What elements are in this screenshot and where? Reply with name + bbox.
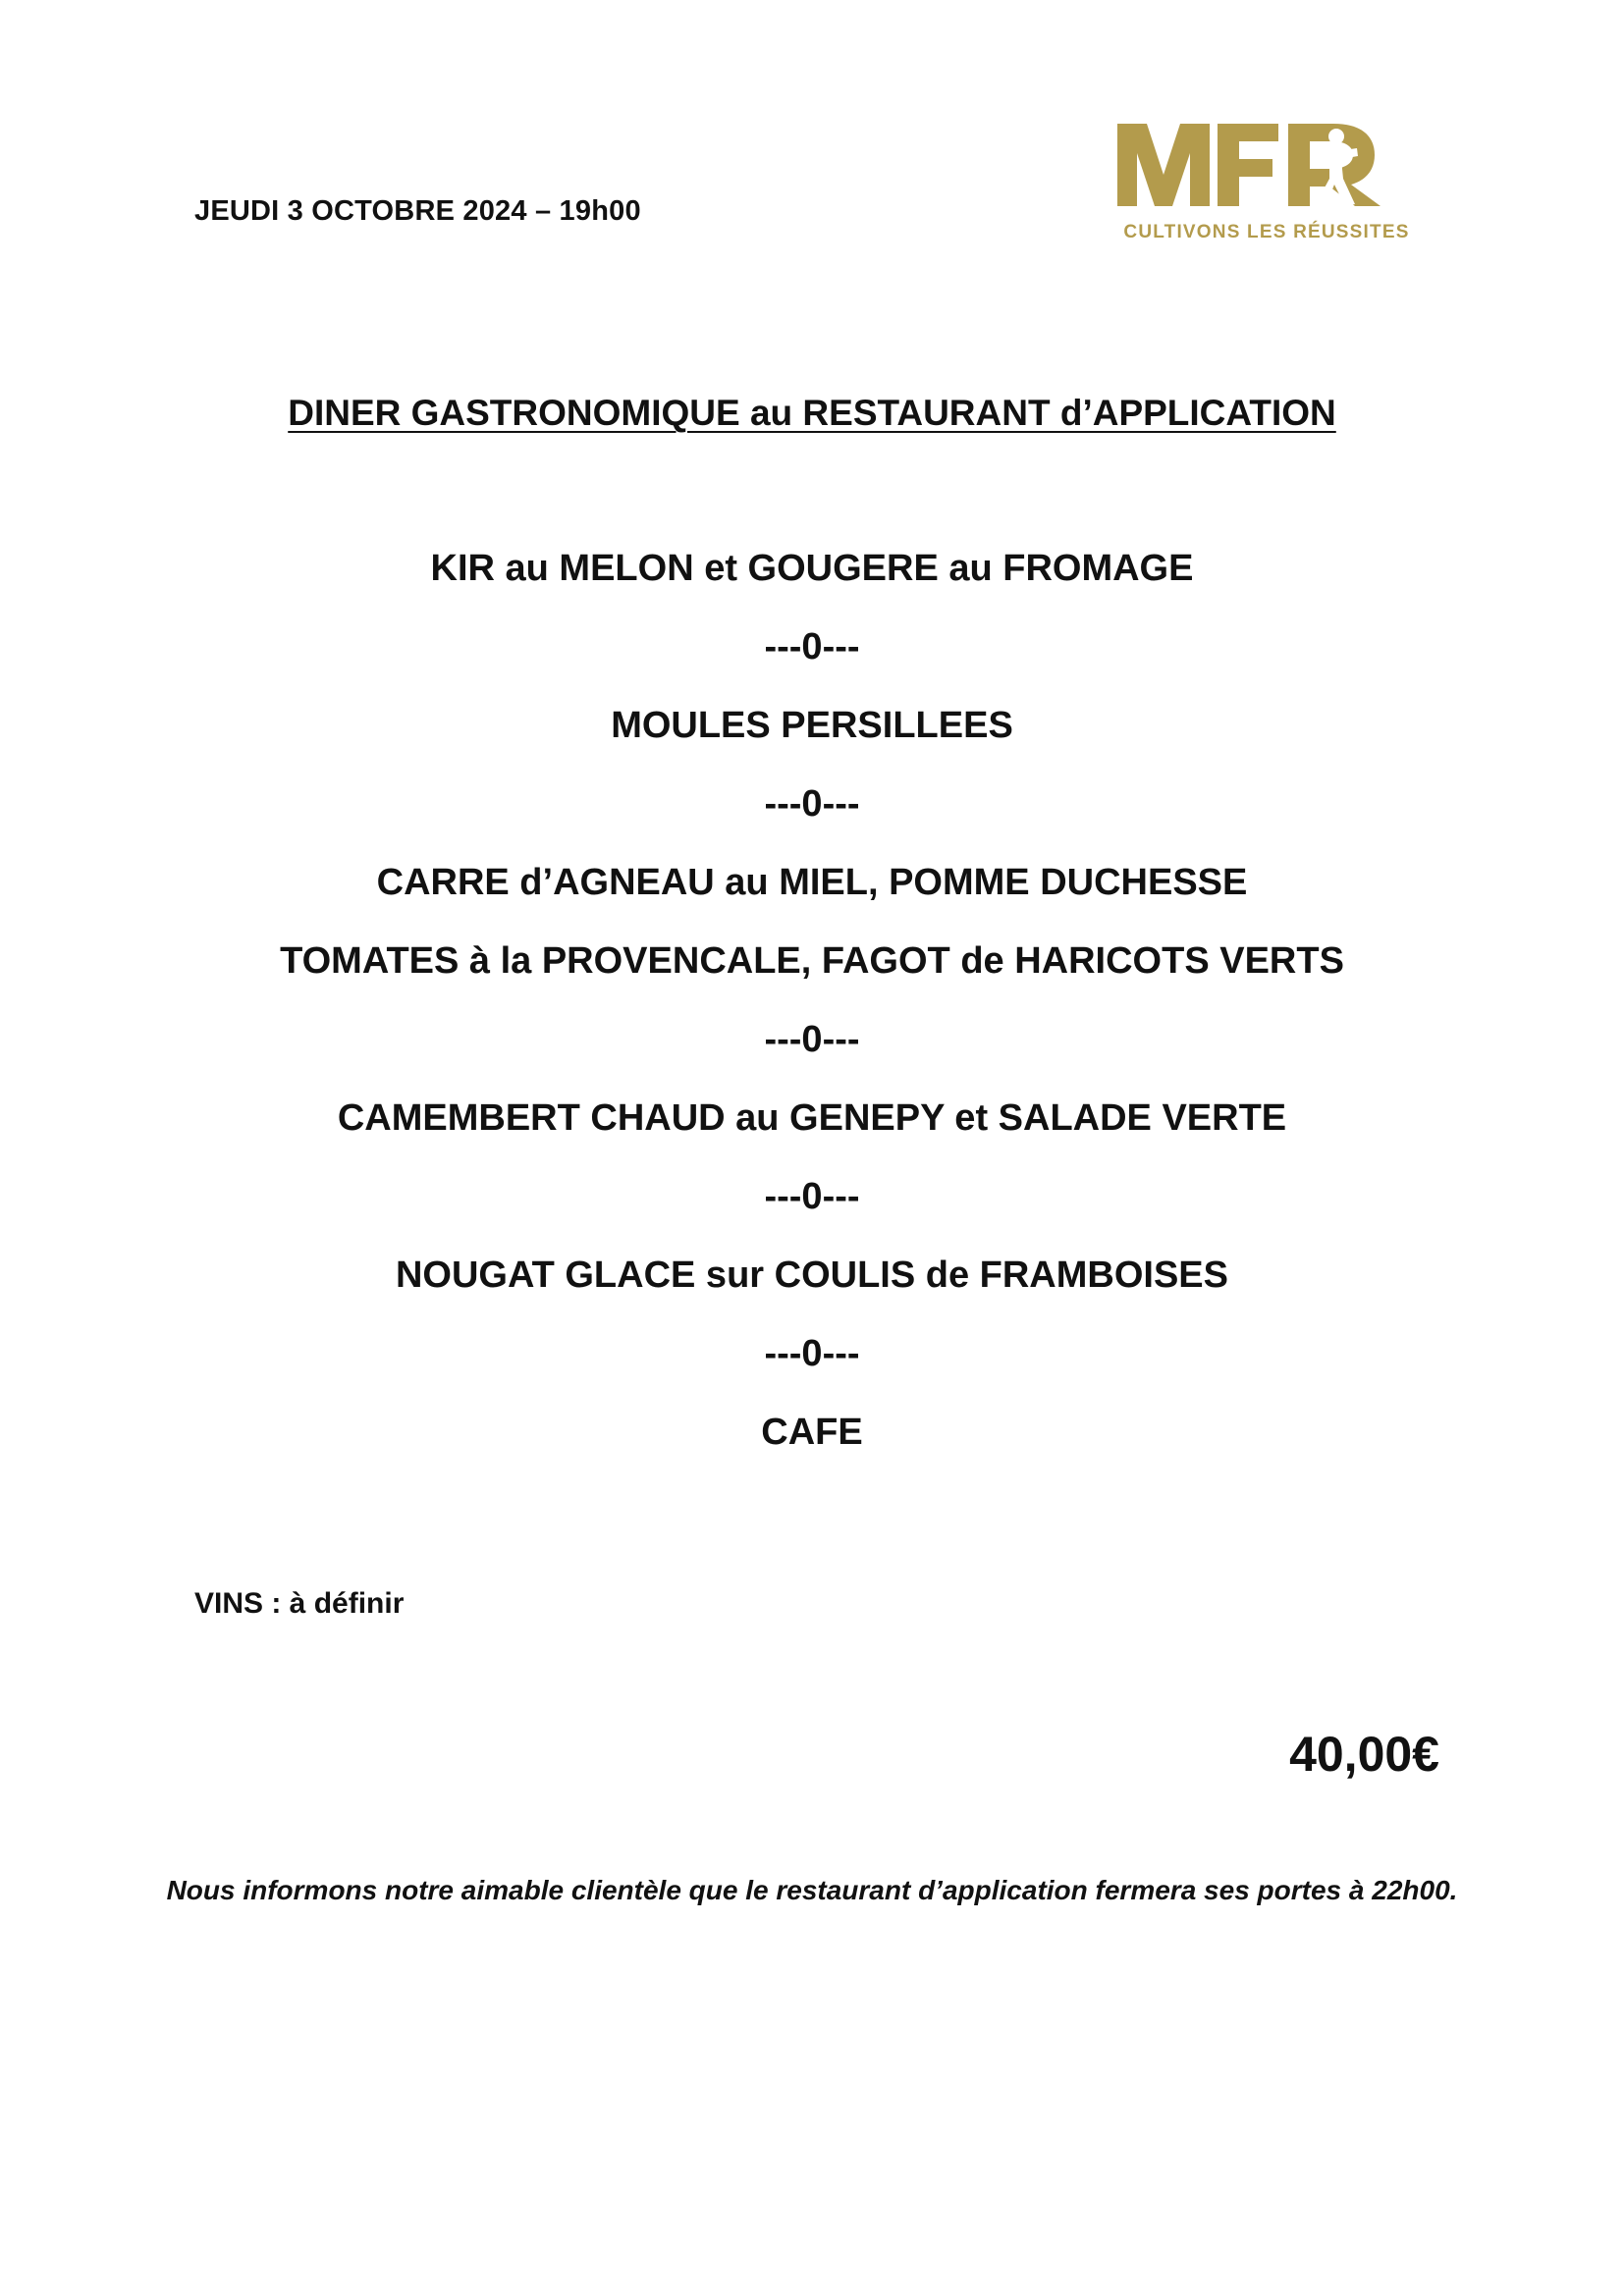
menu-item-main-course: CARRE d’AGNEAU au MIEL, POMME DUCHESSE [376,862,1248,903]
logo-tagline: CULTIVONS LES RÉUSSITES [1123,222,1410,242]
menu-item-cheese: CAMEMBERT CHAUD au GENEPY et SALADE VERTE [337,1097,1287,1139]
menu-price: 40,00€ [1289,1727,1439,1782]
wines-note: VINS : à définir [194,1587,405,1620]
menu-item-main-sides: TOMATES à la PROVENCALE, FAGOT de HARICOTS VERTS [280,940,1344,982]
menu-title: DINER GASTRONOMIQUE au RESTAURANT d’APPLICATION [288,393,1336,433]
menu-separator: ---0--- [764,1019,860,1060]
menu-item-aperitif: KIR au MELON et GOUGERE au FROMAGE [430,548,1194,589]
event-date: JEUDI 3 OCTOBRE 2024 – 19h00 [194,195,641,227]
menu-separator: ---0--- [764,1176,860,1217]
menu-item-starter: MOULES PERSILLEES [611,705,1013,746]
logo-figure-head [1328,129,1344,144]
menu-item-coffee: CAFE [761,1412,863,1453]
closing-notice: Nous informons notre aimable clientèle que le restaurant d’application fermera ses portes à 22h00. [166,1875,1458,1905]
logo-letter-f [1218,124,1278,206]
logo-letter-m [1117,124,1210,206]
menu-item-dessert: NOUGAT GLACE sur COULIS de FRAMBOISES [395,1255,1228,1296]
mfr-logo-graphic [1090,116,1443,247]
menu-separator: ---0--- [764,783,860,825]
menu-separator: ---0--- [764,626,860,667]
menu-separator: ---0--- [764,1333,860,1374]
mfr-logo [1090,116,1443,247]
